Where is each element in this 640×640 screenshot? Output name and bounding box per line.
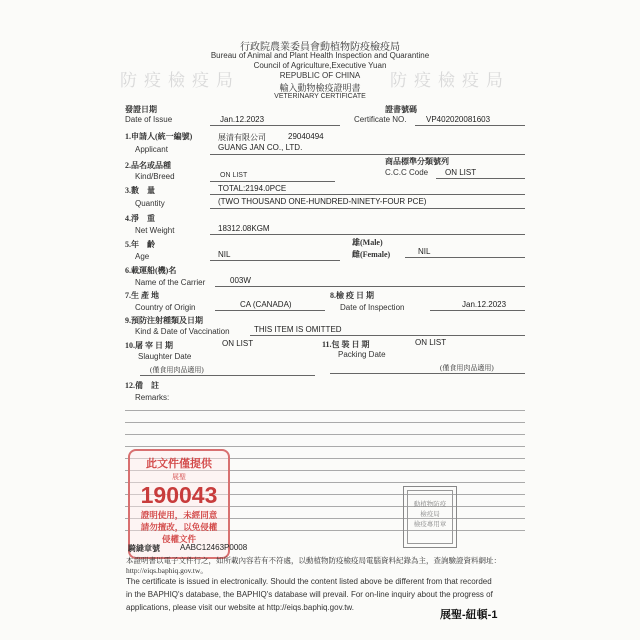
watermark-left: 防疫檢疫局 [120,71,240,90]
stamp-top-text: 此文件僅提供 [146,458,212,470]
female-label: 雌(Female) [352,250,391,259]
certificate-title-zh: 輸入動物檢疫證明書 [279,83,361,93]
stamp-sub-text: 展聖 [172,473,186,481]
packing-label-zh: 11.包 裝 日 期 [322,340,370,349]
vaccination-label-zh: 9.預防注射種類及日期 [125,316,203,325]
vaccination-label-en: Kind & Date of Vaccination [135,327,230,336]
inspection-label-en: Date of Inspection [340,303,405,312]
issue-date-value: Jan.12.2023 [220,115,265,124]
packing-label-en: Packing Date [338,350,386,359]
slaughter-note: (僅食用肉品適用) [150,366,204,374]
council-name-en: Council of Agriculture,Executive Yuan [253,61,387,70]
origin-label-en: Country of Origin [135,303,196,312]
age-value: NIL [218,250,231,259]
quantity-value: TOTAL:2194.0PCE [218,184,287,193]
applicant-label-en: Applicant [135,145,168,154]
quantity-value-words: (TWO THOUSAND ONE-HUNDRED-NINETY-FOUR PCE) [218,197,427,206]
inspection-label-zh: 8.檢 疫 日 期 [330,291,374,300]
inspection-value: Jan.12.2023 [462,300,507,309]
remarks-label-zh: 12.備 註 [125,381,159,390]
cert-no-label-en: Certificate NO. [354,115,407,124]
stamp-line-1: 證明使用，未經同意 [140,510,218,520]
applicant-name-en: GUANG JAN CO., LTD. [218,143,303,152]
carrier-value: 003W [230,276,251,285]
slaughter-label-en: Slaughter Date [138,352,192,361]
slaughter-label-zh: 10.屠 宰 日 期 [125,341,173,350]
agency-name-zh: 行政院農業委員會動植物防疫檢疫局 [240,42,400,53]
origin-label-zh: 7.生 產 地 [125,291,159,300]
electronic-note-en-2: in the BAPHIQ's database, the BAPHIQ's database will prevail. For on-line inquiry about the progress of [126,590,493,599]
carrier-label-en: Name of the Carrier [135,278,206,287]
stamp-number: 190043 [140,482,218,508]
issue-date-label-zh: 發證日期 [125,105,157,114]
age-label-zh: 5.年 齡 [125,240,155,249]
kind-label-zh: 2.品名或品種 [125,161,171,170]
sex-value: NIL [418,247,431,256]
vaccination-value: THIS ITEM IS OMITTED [254,325,342,334]
electronic-note-en-1: The certificate is issued in electronically. Should the content listed above be different from that recorded [126,577,492,586]
ccc-label-en: C.C.C Code [385,168,429,177]
cert-no-label-zh: 證書號碼 [385,105,417,114]
net-weight-label-zh: 4.淨 重 [125,214,155,223]
applicant-id-no: 29040494 [288,132,324,141]
electronic-note-en-3: applications, please visit our website at http://eiqs.baphiq.gov.tw. [126,603,354,612]
net-weight-value: 18312.08KGM [218,224,270,233]
ccc-label-zh: 商品標準分類號列 [385,157,449,166]
watermark-right: 防疫檢疫局 [390,71,510,90]
document-tag: 展聖-紐頓-1 [440,609,498,621]
kind-value: ON LIST [220,172,248,179]
seal-line-3: 檢疫專用章 [413,521,447,528]
stamp-line-2: 請勿擅改，以免侵權 [140,522,218,532]
packing-note: (僅食用肉品適用) [440,364,494,372]
net-weight-label-en: Net Weight [135,226,175,235]
seal-line-1: 動植物防疫 [413,501,447,508]
cert-no-value: VP402020081603 [426,115,491,124]
country-name: REPUBLIC OF CHINA [279,71,361,80]
ccc-value: ON LIST [445,168,477,177]
applicant-name-zh: 展清有限公司 [218,133,266,142]
seal-line-2: 檢疫局 [420,511,440,518]
kind-label-en: Kind/Breed [135,172,175,181]
male-label: 雄(Male) [352,238,383,247]
remarks-label-en: Remarks: [135,393,170,402]
seal-no-value: AABC12463P0008 [180,543,248,552]
quantity-label-en: Quantity [135,199,165,208]
age-label-en: Age [135,252,150,261]
applicant-label-zh: 1.申請人(統一編號) [125,132,193,141]
agency-name-en: Bureau of Animal and Plant Health Inspection and Quarantine [210,51,430,60]
certificate-title-en: VETERINARY CERTIFICATE [274,93,366,100]
official-seal [403,486,457,548]
seal-no-label: 騎縫章號 [128,544,160,553]
origin-value: CA (CANADA) [240,300,292,309]
quantity-label-zh: 3.數 量 [125,186,155,195]
electronic-note-zh: 本證明書以電子文件行之，如所載內容若有不符處，以動植物防疫檢疫局電腦資料紀錄為主，查詢驗證資料網址：http://eiqs.baphiq.gov.tw。 [126,556,501,575]
carrier-label-zh: 6.載運船(機)名 [125,266,177,275]
issue-date-label-en: Date of Issue [125,115,173,124]
packing-value: ON LIST [415,338,447,347]
stamp-line-3: 侵權文件 [161,534,196,544]
slaughter-value: ON LIST [222,339,254,348]
